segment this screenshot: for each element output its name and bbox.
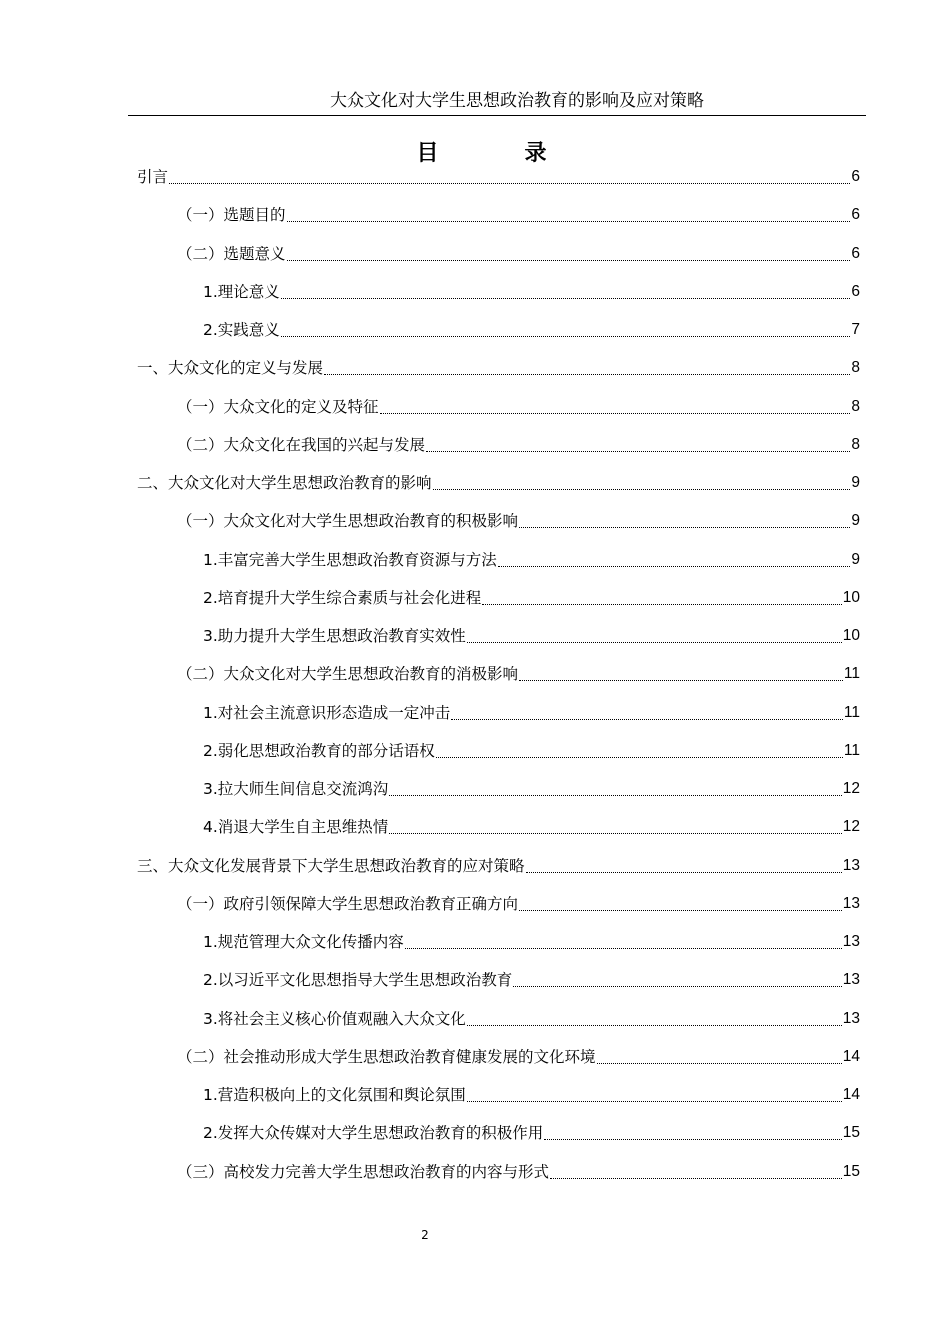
toc-entry[interactable] bbox=[177, 1159, 860, 1183]
toc-entry-title: 1.规范管理大众文化传播内容 bbox=[203, 933, 404, 951]
toc-entry[interactable] bbox=[203, 547, 860, 571]
toc-entry-title: （二）选题意义 bbox=[177, 244, 286, 263]
toc-entry[interactable] bbox=[203, 814, 860, 838]
toc-entry-title: （三）高校发力完善大学生思想政治教育的内容与形式 bbox=[177, 1162, 550, 1181]
toc-entry-page: 8 bbox=[851, 359, 860, 377]
toc-entry-page: 6 bbox=[851, 168, 860, 185]
toc-entry-page: 7 bbox=[851, 321, 860, 338]
toc-entry-page: 8 bbox=[851, 397, 860, 415]
toc-entry-page: 9 bbox=[851, 550, 860, 568]
toc-entry-page: 13 bbox=[842, 856, 860, 874]
toc-entry-title: 一、大众文化的定义与发展 bbox=[137, 359, 324, 378]
toc-entry-title: 2.弱化思想政治教育的部分话语权 bbox=[203, 741, 435, 760]
toc-entry-page: 13 bbox=[842, 894, 860, 912]
toc-entry-page: 6 bbox=[851, 206, 860, 224]
toc-entry-title: 1.丰富完善大学生思想政治教育资源与方法 bbox=[203, 550, 497, 569]
toc-entry[interactable] bbox=[137, 470, 860, 494]
toc-entry[interactable] bbox=[203, 776, 860, 800]
toc-entry-page: 13 bbox=[842, 971, 860, 989]
dot-leader bbox=[451, 719, 843, 720]
toc-entry-title: 1.营造积极向上的文化氛围和舆论氛围 bbox=[203, 1086, 466, 1104]
toc-entry-page: 14 bbox=[842, 1047, 860, 1065]
toc-entry-page: 12 bbox=[842, 780, 860, 797]
toc-entry[interactable] bbox=[177, 241, 860, 265]
toc-entry-page: 11 bbox=[843, 703, 860, 721]
toc-entry[interactable] bbox=[137, 164, 860, 188]
dot-leader bbox=[597, 1063, 842, 1064]
toc-entry-page: 6 bbox=[851, 282, 860, 300]
toc-entry-title: （一）政府引领保障大学生思想政治教育正确方向 bbox=[177, 894, 519, 913]
toc-entry[interactable] bbox=[203, 738, 860, 762]
toc-entry-page: 10 bbox=[842, 588, 860, 606]
dot-leader bbox=[436, 757, 843, 758]
toc-entry-title: （二）大众文化对大学生思想政治教育的消极影响 bbox=[177, 665, 519, 684]
dot-leader bbox=[389, 833, 841, 834]
toc-entry-page: 6 bbox=[851, 244, 860, 262]
toc-entry[interactable] bbox=[203, 585, 860, 609]
toc-entry-page: 10 bbox=[842, 627, 860, 644]
dot-leader bbox=[169, 183, 850, 184]
toc-entry-title: 1.对社会主流意识形态造成一定冲击 bbox=[203, 703, 451, 722]
toc-entry-page: 11 bbox=[843, 741, 860, 759]
dot-leader bbox=[550, 1178, 842, 1179]
toc-entry[interactable] bbox=[177, 394, 860, 418]
toc-entry[interactable] bbox=[203, 1120, 860, 1144]
toc-entry-title: 2.实践意义 bbox=[203, 321, 280, 339]
dot-leader bbox=[405, 948, 842, 949]
toc-entry[interactable] bbox=[177, 661, 860, 685]
toc-entry-page: 13 bbox=[842, 933, 860, 950]
toc-entry[interactable] bbox=[177, 508, 860, 532]
toc-entry[interactable] bbox=[203, 929, 860, 953]
dot-leader bbox=[526, 872, 842, 873]
toc-entry-title: 3.拉大师生间信息交流鸿沟 bbox=[203, 780, 389, 798]
header-rule bbox=[128, 115, 866, 116]
dot-leader bbox=[426, 451, 850, 452]
dot-leader bbox=[324, 374, 850, 375]
toc-entry-page: 14 bbox=[842, 1086, 860, 1103]
toc-entry[interactable] bbox=[203, 279, 860, 303]
toc-entry[interactable] bbox=[203, 1082, 860, 1106]
dot-leader bbox=[281, 298, 851, 299]
page-number: 2 bbox=[421, 1228, 429, 1242]
toc-title: 目 录 bbox=[416, 141, 579, 166]
toc-entry-title: 3.助力提升大学生思想政治教育实效性 bbox=[203, 627, 466, 645]
dot-leader bbox=[498, 566, 851, 567]
dot-leader bbox=[287, 260, 851, 261]
toc-entry[interactable] bbox=[177, 1044, 860, 1068]
dot-leader bbox=[467, 1101, 842, 1102]
dot-leader bbox=[513, 986, 841, 987]
dot-leader bbox=[467, 642, 842, 643]
dot-leader bbox=[519, 527, 850, 528]
toc-entry-page: 8 bbox=[851, 435, 860, 453]
toc-entry-title: 3.将社会主义核心价值观融入大众文化 bbox=[203, 1009, 466, 1028]
dot-leader bbox=[519, 910, 842, 911]
toc-entry[interactable] bbox=[203, 623, 860, 647]
toc-entry[interactable] bbox=[177, 432, 860, 456]
toc-entry-title: 2.以习近平文化思想指导大学生思想政治教育 bbox=[203, 971, 513, 990]
toc-entry-title: 二、大众文化对大学生思想政治教育的影响 bbox=[137, 474, 432, 492]
toc-entry-title: （一）大众文化对大学生思想政治教育的积极影响 bbox=[177, 512, 519, 531]
toc-entry[interactable] bbox=[177, 202, 860, 226]
dot-leader bbox=[389, 795, 841, 796]
toc-entry-title: （二）社会推动形成大学生思想政治教育健康发展的文化环境 bbox=[177, 1047, 596, 1066]
toc-entry-page: 13 bbox=[842, 1009, 860, 1027]
toc-entry-page: 15 bbox=[842, 1162, 860, 1180]
toc-entry-title: （一）大众文化的定义及特征 bbox=[177, 397, 379, 416]
toc-entry-page: 15 bbox=[842, 1124, 860, 1142]
dot-leader bbox=[380, 413, 851, 414]
toc-entry-title: 三、大众文化发展背景下大学生思想政治教育的应对策略 bbox=[137, 856, 525, 875]
dot-leader bbox=[482, 604, 841, 605]
toc-entry-title: 2.培育提升大学生综合素质与社会化进程 bbox=[203, 588, 482, 607]
dot-leader bbox=[281, 336, 851, 337]
toc-entry-title: 4.消退大学生自主思维热情 bbox=[203, 818, 389, 837]
toc-entry-title: （二）大众文化在我国的兴起与发展 bbox=[177, 435, 426, 454]
toc-entry-title: （一）选题目的 bbox=[177, 206, 286, 225]
toc-entry-title: 1.理论意义 bbox=[203, 282, 280, 301]
toc-entry-page: 12 bbox=[842, 818, 860, 836]
toc-entry-title: 2.发挥大众传媒对大学生思想政治教育的积极作用 bbox=[203, 1124, 544, 1143]
dot-leader bbox=[467, 1025, 842, 1026]
toc-entry-title: 引言 bbox=[137, 168, 169, 186]
toc-entry[interactable] bbox=[177, 891, 860, 915]
toc-entry[interactable] bbox=[137, 355, 860, 379]
toc-entry-page: 11 bbox=[843, 665, 860, 683]
dot-leader bbox=[544, 1139, 841, 1140]
toc-entry-page: 9 bbox=[851, 512, 860, 530]
toc-entry[interactable] bbox=[203, 1006, 860, 1030]
dot-leader bbox=[433, 489, 851, 490]
dot-leader bbox=[519, 680, 843, 681]
dot-leader bbox=[287, 221, 851, 222]
toc-entry-page: 9 bbox=[851, 474, 860, 491]
toc-entry[interactable] bbox=[203, 317, 860, 341]
toc-entry[interactable] bbox=[203, 700, 860, 724]
toc-entry[interactable] bbox=[203, 967, 860, 991]
toc-entry[interactable] bbox=[137, 853, 860, 877]
running-header: 大众文化对大学生思想政治教育的影响及应对策略 bbox=[330, 91, 704, 111]
